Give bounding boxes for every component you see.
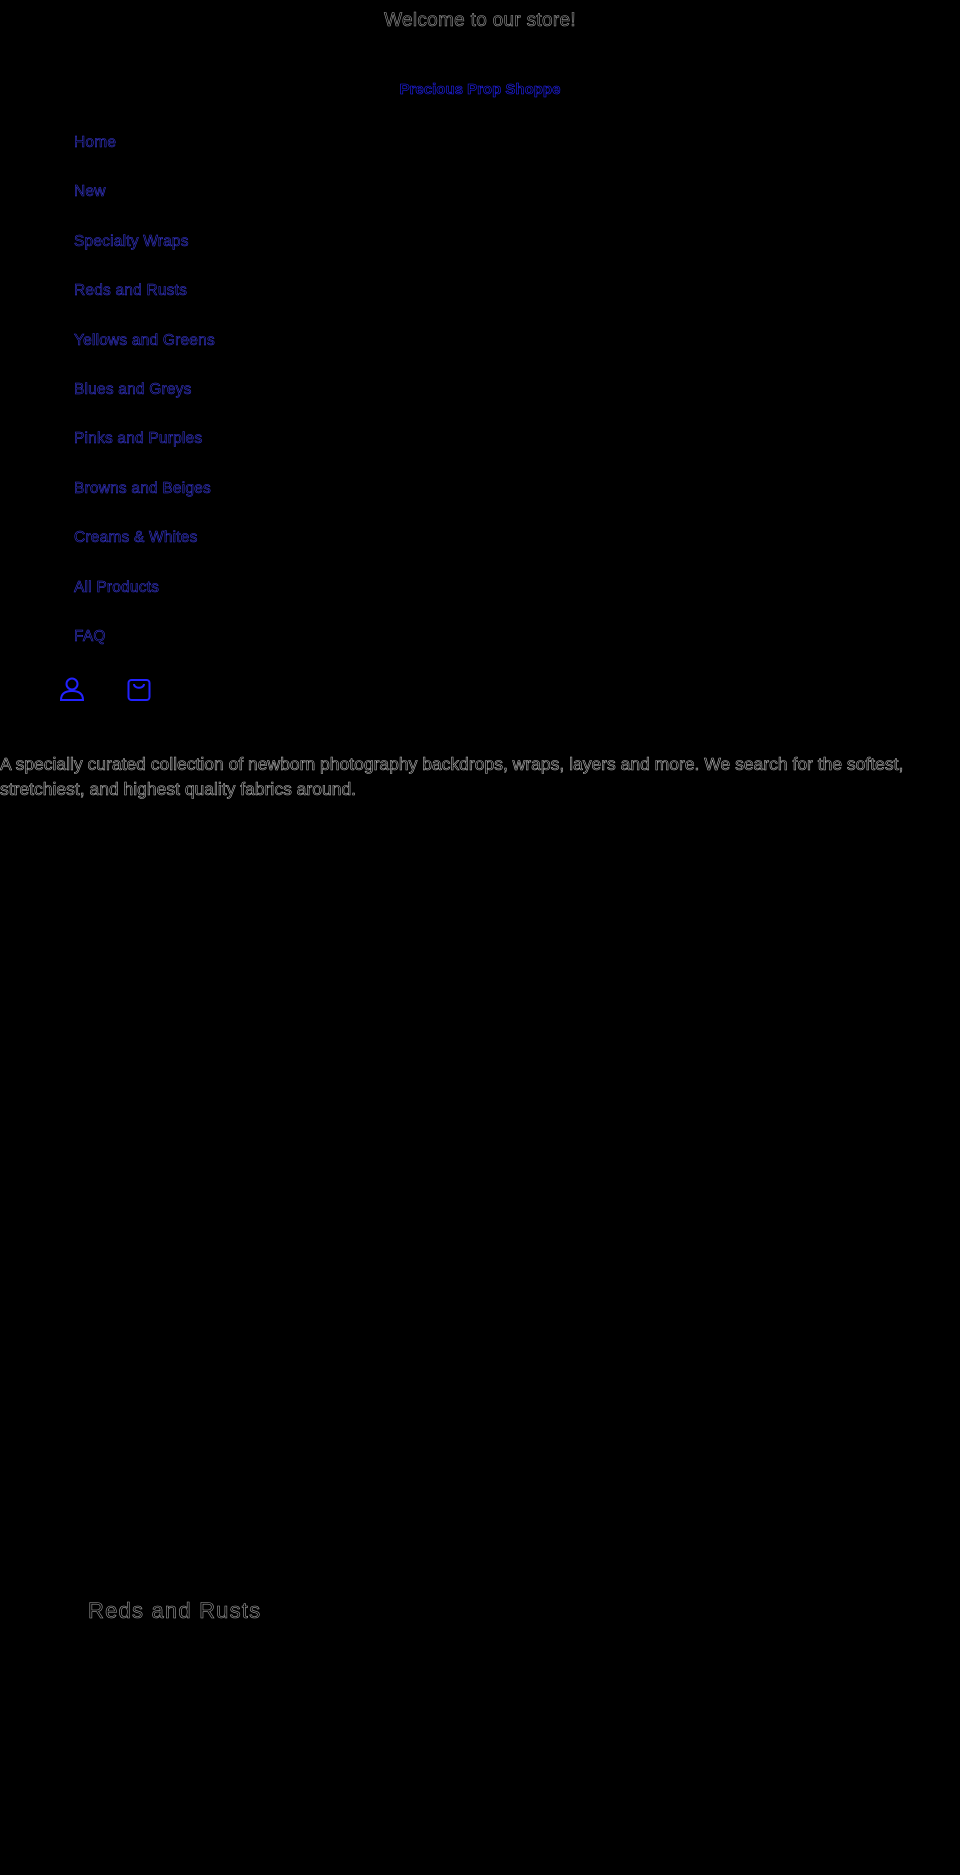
nav-link-specialty-wraps[interactable]: Specialty Wraps (74, 232, 189, 250)
store-brand-link[interactable]: Precious Prop Shoppe (399, 81, 561, 98)
nav-link-all-products[interactable]: All Products (74, 578, 160, 596)
nav-link-new[interactable]: New (74, 183, 106, 201)
nav-link-home[interactable]: Home (74, 134, 117, 151)
nav-item (74, 428, 215, 477)
collection-title: Reds and Rusts (88, 1598, 262, 1623)
nav-item (74, 577, 215, 626)
main-navigation (74, 132, 215, 675)
nav-item (74, 379, 215, 428)
nav-link-yellows-and-greens[interactable]: Yellows and Greens (74, 331, 215, 349)
account-icon (58, 675, 86, 703)
nav-item (74, 231, 215, 280)
nav-link-blues-and-greys[interactable]: Blues and Greys (74, 380, 192, 398)
collection-description: A specially curated collection of newborn photography backdrops, wraps, layers and more. We search for the softest, stretchiest, and highest quality fabrics around. (0, 754, 904, 799)
cart-button[interactable] (125, 675, 153, 703)
nav-item (74, 478, 215, 527)
nav-item (74, 626, 215, 675)
nav-link-faq[interactable]: FAQ (74, 627, 106, 645)
cart-icon (125, 675, 153, 703)
nav-item (74, 132, 215, 181)
announcement-bar: Welcome to our store! (384, 10, 576, 31)
account-button[interactable] (58, 675, 86, 703)
nav-link-pinks-and-purples[interactable]: Pinks and Purples (74, 430, 203, 448)
nav-link-browns-and-beiges[interactable]: Browns and Beiges (74, 479, 211, 497)
nav-link-reds-and-rusts[interactable]: Reds and Rusts (74, 282, 188, 300)
nav-item (74, 527, 215, 576)
nav-item (74, 181, 215, 230)
nav-item (74, 330, 215, 379)
nav-item (74, 280, 215, 329)
nav-link-creams-and-whites[interactable]: Creams & Whites (74, 529, 198, 547)
